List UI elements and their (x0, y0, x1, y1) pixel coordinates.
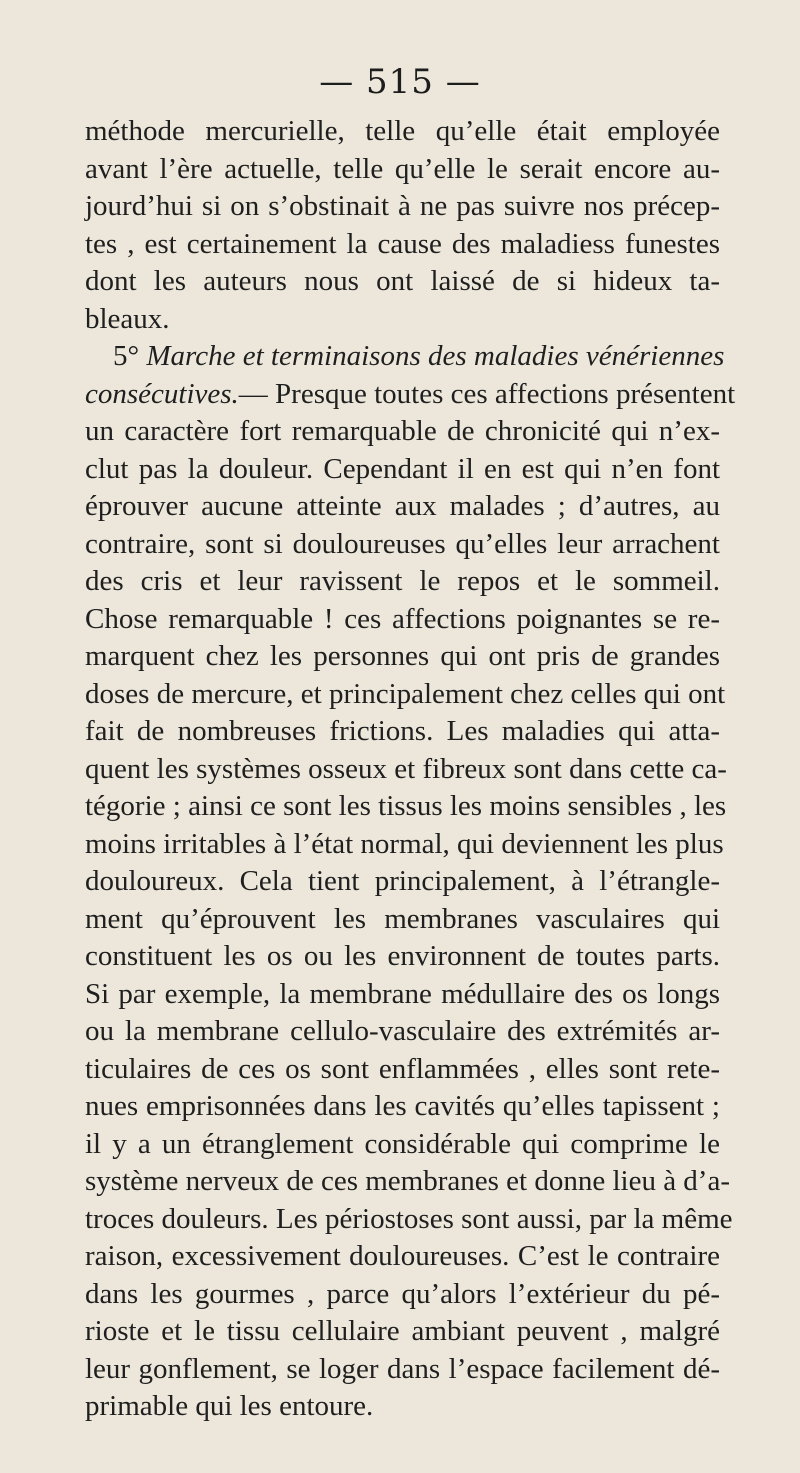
text-line: tes , est certainement la cause des maladiess funestes (85, 227, 720, 260)
section-number: 5° (113, 340, 140, 372)
text-line: dont les auteurs nous ont laissé de si hideux ta- (85, 265, 720, 297)
text-line: constituent les os ou les environnent de toutes parts. (85, 940, 720, 972)
text-line: Chose remarquable ! ces affections poignantes se re- (85, 602, 720, 635)
text-line: ticulaires de ces os sont enflammées , elles sont rete- (85, 1052, 720, 1085)
text-line: Si par exemple, la membrane médullaire des os longs (85, 977, 720, 1010)
text-line: des cris et leur ravissent le repos et le sommeil. (85, 565, 720, 597)
section-heading-line-2 (85, 376, 736, 414)
text-line: contraire, sont si douloureuses qu’elles leur arrachent (85, 527, 720, 560)
text-line: bleaux. (85, 302, 170, 335)
text-line: il y a un étranglement considérable qui comprime le (85, 1127, 720, 1160)
text-line: moins irritables à l’état normal, qui deviennent les plus (85, 827, 724, 860)
text-line: fait de nombreuses frictions. Les maladies qui atta- (85, 715, 720, 747)
text-line: marquent chez les personnes qui ont pris de grandes (85, 640, 720, 672)
text-line: dans les gourmes , parce qu’alors l’extérieur du pé- (85, 1277, 720, 1310)
text-line: leur gonflement, se loger dans l’espace facilement dé- (85, 1352, 720, 1385)
section-title-cont: consécutives. (85, 377, 239, 410)
text-line: tégorie ; ainsi ce sont les tissus les moins sensibles , les (85, 790, 727, 822)
text-line: avant l’ère actuelle, telle qu’elle le serait encore au- (85, 152, 720, 185)
text-run: — Presque toutes ces affections présentent (238, 377, 736, 410)
text-line: nues emprisonnées dans les cavités qu’elles tapissent ; (85, 1090, 720, 1122)
text-line: primable qui les entoure. (85, 1390, 374, 1422)
text-line: rioste et le tissu cellulaire ambiant peuvent , malgré (85, 1315, 720, 1347)
text-line: un caractère fort remarquable de chronicité qui n’ex- (85, 415, 720, 447)
section-title: Marche et terminaisons des maladies vénériennes (146, 340, 725, 372)
text-line: raison, excessivement douloureuses. C’est le contraire (85, 1240, 720, 1272)
body-text (85, 113, 736, 1426)
text-line: ou la membrane cellulo-vasculaire des extrémités ar- (85, 1015, 720, 1047)
text-line: éprouver aucune atteinte aux malades ; d’autres, au (85, 490, 720, 522)
text-line: ment qu’éprouvent les membranes vasculaires qui (85, 902, 720, 935)
text-line: jourd’hui si on s’obstinait à ne pas suivre nos précep- (85, 190, 720, 222)
text-line: douloureux. Cela tient principalement, à l’étrangle- (85, 865, 720, 897)
text-line: méthode mercurielle, telle qu’elle était employée (85, 115, 720, 147)
text-line: système nerveux de ces membranes et donne lieu à d’a- (85, 1165, 730, 1197)
text-line: quent les systèmes osseux et fibreux sont dans cette ca- (85, 752, 727, 785)
text-line: doses de mercure, et principalement chez celles qui ont (85, 677, 726, 710)
section-heading-line (85, 338, 725, 376)
page-number: — 515 — (319, 62, 481, 102)
text-line: troces douleurs. Les périostoses sont aussi, par la même (85, 1202, 733, 1235)
text-line: clut pas la douleur. Cependant il en est qui n’en font (85, 452, 720, 485)
